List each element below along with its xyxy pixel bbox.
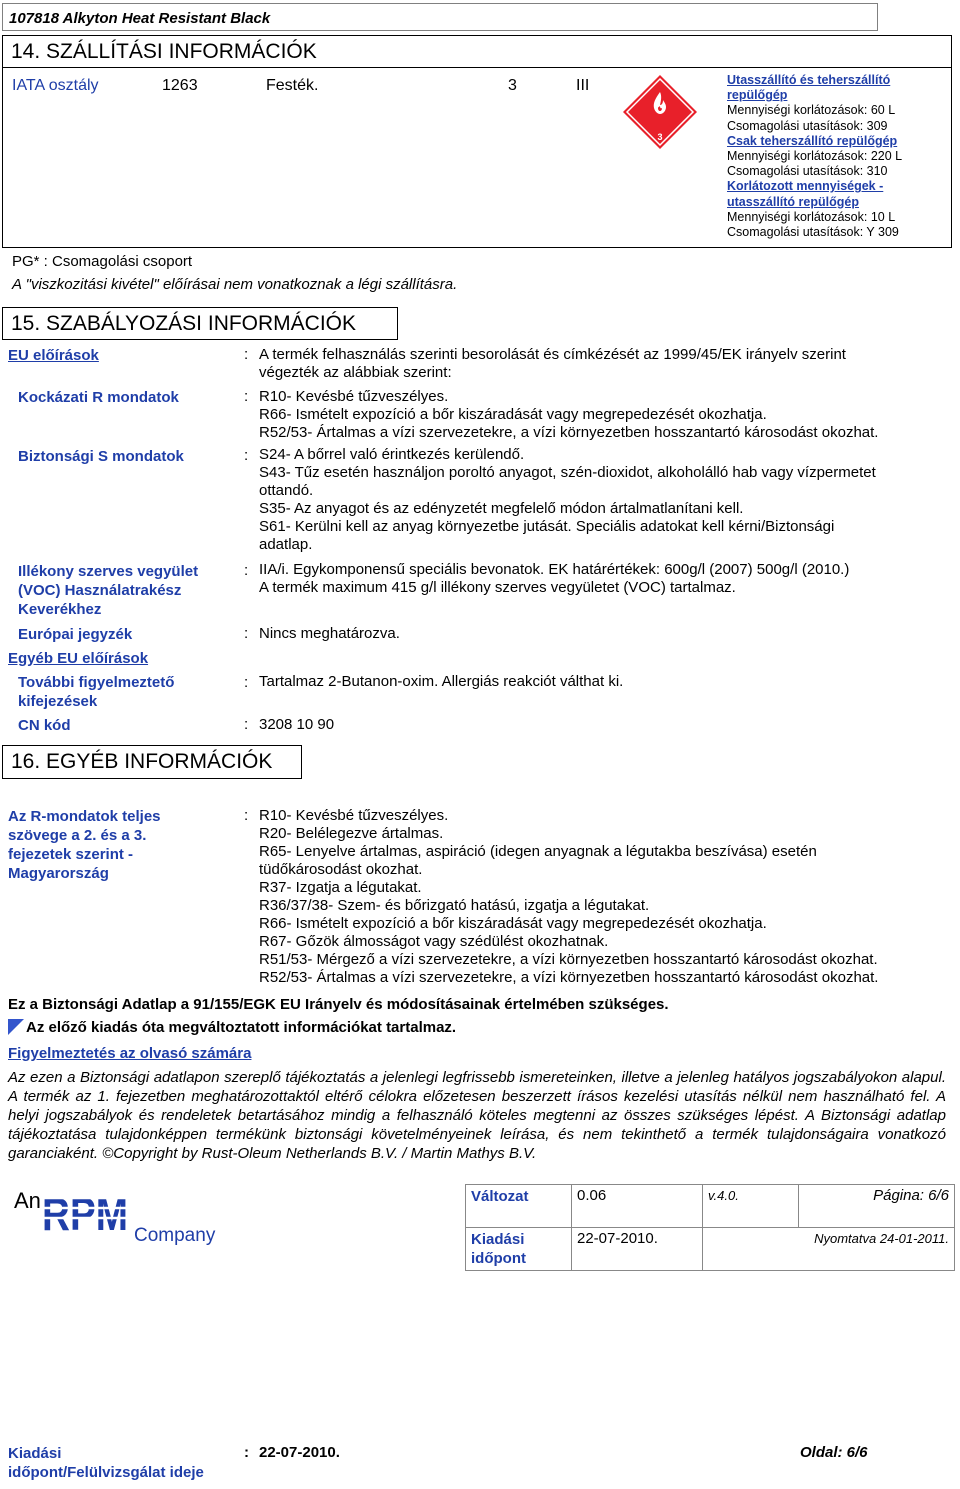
cn-code-label: CN kód xyxy=(18,717,71,734)
risk-phrases-label: Kockázati R mondatok xyxy=(18,389,179,406)
version-label: Változat xyxy=(471,1188,529,1205)
warning-title: Figyelmeztetés az olvasó számára xyxy=(8,1045,252,1062)
section-15-heading: 15. SZABÁLYOZÁSI INFORMÁCIÓK xyxy=(2,307,398,340)
directive-note: Ez a Biztonsági Adatlap a 91/155/EGK EU Irányelv és módosításainak értelmében szükséges. xyxy=(8,996,669,1013)
voc-text: IIA/i. Egykomponensű speciális bevonatok. EK határértékek: 600g/l (2007) 500g/l (2010.) A termék maximum 415 g/l illékony szerves vegyületet (VOC) tartalmaz. xyxy=(259,561,850,596)
cn-code-value: 3208 10 90 xyxy=(259,716,335,733)
eu-regulations-text: A termék felhasználás szerinti besorolását és címkézését az 1999/45/EK irányelv szerint végezték az alábbiak szerint: xyxy=(259,346,846,381)
eu-regulations-label: EU előírások xyxy=(8,347,99,364)
section-16-heading: 16. EGYÉB INFORMÁCIÓK xyxy=(2,745,302,779)
section-14-heading: 14. SZÁLLÍTÁSI INFORMÁCIÓK xyxy=(2,35,952,68)
footer-issue-label: Kiadási időpont/Felülvizsgálat ideje xyxy=(8,1445,204,1481)
version-code: v.4.0. xyxy=(708,1188,739,1203)
colon: : xyxy=(244,562,249,579)
r-phrases-full-text: R10- Kevésbé tűzveszélyes. R20- Belélegezve ártalmas. R65- Lenyelve ártalmas, aspiráció (idegen anyagnak a légutakba beszívása) esetén tüdőkárosodást okozhat. R37- Izgatja a légutakat. R36/37/38- Szem- és bőrizgató hatású, izgatja a légutakat. R66- Ismételt expozíció a bőr kiszáradását vagy megrepedezését okozhatja. R67- Gőzök álmosságot vagy szédülést okozhatnak. R51/53- Mérgező a vízi szervezetekre, a vízi környezetben hosszantartó károsodást okozhat. R52/53- Ártalmas a vízi szervezetekre, a vízi környezetben hosszantartó károsodást okozhat. xyxy=(259,807,879,986)
pg-note: PG* : Csomagolási csoport xyxy=(12,253,193,270)
shipping-name: Festék. xyxy=(266,77,319,94)
safety-phrases-text: S24- A bőrrel való érintkezés kerülendő. S43- Tűz esetén használjon poroltó anyagot, szén-dioxidot, alkoholálló hab vagy vízpermetet ottandó. S35- Az anyagot és az edényzetét megfelelő módon ártalmatlanítani kell. S61- Kerülni kell az anyag környezetbe jutását. Speciális adatokat kell kérni/Biztonsági adatlap. xyxy=(259,446,876,553)
colon: : xyxy=(244,625,249,642)
flammable-hazard-label-icon xyxy=(622,74,698,150)
european-inventory-label: Európai jegyzék xyxy=(18,626,133,643)
issue-label: Kiadási időpont xyxy=(471,1231,526,1267)
other-eu-regulations-label: Egyéb EU előírások xyxy=(8,650,149,667)
colon: : xyxy=(244,346,249,363)
packing-group: III xyxy=(576,77,590,94)
printed-date: Nyomtatva 24-01-2011. xyxy=(814,1231,949,1246)
footer-colon: : xyxy=(244,1444,249,1461)
colon: : xyxy=(244,388,249,405)
colon: : xyxy=(244,447,249,464)
page-label: Página: 6/6 xyxy=(873,1187,949,1204)
further-phrases-label: További figyelmeztető kifejezések xyxy=(18,674,175,710)
footer-date: 22-07-2010. xyxy=(259,1444,340,1461)
issue-date: 22-07-2010. xyxy=(577,1230,658,1247)
r-phrases-full-text-label: Az R-mondatok teljes szövege a 2. és a 3. fejezetek szerint - Magyarország xyxy=(8,808,161,882)
hazard-class: 3 xyxy=(508,77,517,94)
voc-label: Illékony szerves vegyület (VOC) Használatrakész Keverékhez xyxy=(18,563,199,618)
logo-mark: RPM xyxy=(42,1188,128,1240)
colon: : xyxy=(244,674,249,691)
colon: : xyxy=(244,716,249,733)
un-number: 1263 xyxy=(162,77,198,94)
change-marker-icon xyxy=(8,1019,24,1035)
logo-suffix: Company xyxy=(134,1225,216,1246)
european-inventory-value: Nincs meghatározva. xyxy=(259,625,400,642)
further-phrases-value: Tartalmaz 2-Butanon-oxim. Allergiás reakciót válthat ki. xyxy=(259,673,624,690)
warning-text: Az ezen a Biztonsági adatlapon szereplő tájékoztatás a jelenlegi legfrissebb ismereteinken, illetve a jelenleg hatályos jogszabályokon alapul. A termék az 1. fejezetben meghatározottaktól eltérő célokra előzetesen beszerzett írásos kezelési utasítás nélkül nem használható fel. A helyi jogszabályok és rendeletek betartásához mindig a felhasználó köteles megtenni az összes szükséges lépést. A Biztonsági adatlap tájékoztatása tulajdonképpen termékünk biztonsági követelményeinek leírása, és nem tekinthető a termék tulajdonságaira vonatkozó garanciaként. ©Copyright by Rust-Oleum Netherlands B.V. / Martin Mathys B.V. xyxy=(8,1069,946,1162)
changes-note: Az előző kiadás óta megváltoztatott információkat tartalmaz. xyxy=(26,1019,457,1036)
version-value: 0.06 xyxy=(577,1187,607,1204)
rpm-logo-icon xyxy=(40,1186,132,1244)
exemption-note: A "viszkozitási kivétel" előírásai nem vonatkoznak a légi szállításra. xyxy=(12,276,458,293)
footer-page: Oldal: 6/6 xyxy=(800,1444,868,1461)
logo-prefix: An xyxy=(14,1188,41,1213)
version-table xyxy=(465,1184,955,1271)
colon: : xyxy=(244,807,249,824)
iata-label: IATA osztály xyxy=(12,77,99,94)
air-transport-info: Utasszállító és teherszállító repülőgép Mennyiségi korlátozások: 60 L Csomagolási utasítások: 309 Csak teherszállító repülőgép Mennyiségi korlátozások: 220 L Csomagolási utasítások: 310 Korlátozott mennyiségek - utasszállító repülőgép Mennyiségi korlátozások: 10 L Csomagolási utasítások: Y 309 xyxy=(727,73,903,240)
safety-phrases-label: Biztonsági S mondatok xyxy=(18,448,184,465)
document-title: 107818 Alkyton Heat Resistant Black xyxy=(2,3,878,31)
hazard-label-number: 3 xyxy=(657,132,663,142)
risk-phrases-text: R10- Kevésbé tűzveszélyes. R66- Ismételt expozíció a bőr kiszáradását vagy megrepedezését okozhatja. R52/53- Ártalmas a vízi szervezetekre, a vízi környezetben hosszantartó károsodást okozhat. xyxy=(259,388,879,441)
